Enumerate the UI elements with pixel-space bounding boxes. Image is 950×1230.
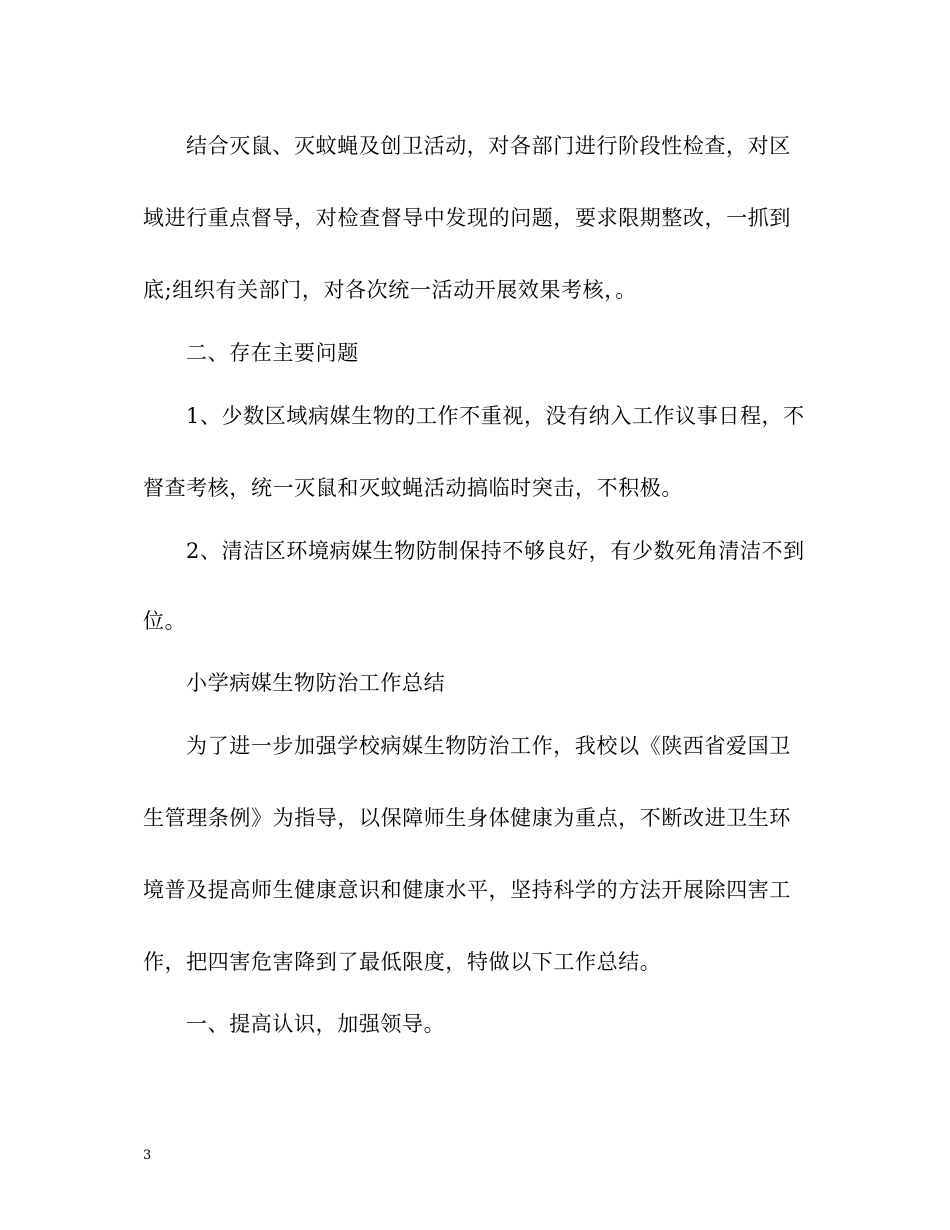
document-subtitle: 小学病媒生物防治工作总结 <box>186 671 446 695</box>
paragraph-line: 底;组织有关部门，对各次统一活动开展效果考核，。 <box>143 278 637 302</box>
paragraph-line: 结合灭鼠、灭蚊蝇及创卫活动，对各部门进行阶段性检查，对区 <box>186 134 791 158</box>
paragraph-line: 督查考核，统一灭鼠和灭蚊蝇活动搞临时突击，不积极。 <box>143 476 683 500</box>
page-number: 3 <box>143 1148 152 1163</box>
paragraph-line: 生管理条例》为指导，以保障师生身体健康为重点，不断改进卫生环 <box>143 806 791 830</box>
paragraph-line: 境普及提高师生健康意识和健康水平，坚持科学的方法开展除四害工 <box>143 878 791 902</box>
section-heading: 二、存在主要问题 <box>186 341 359 365</box>
paragraph-line: 作，把四害危害降到了最低限度，特做以下工作总结。 <box>143 950 662 974</box>
section-heading: 一、提高认识，加强领导。 <box>186 1012 446 1036</box>
paragraph-line: 1、少数区域病媒生物的工作不重视，没有纳入工作议事日程，不 <box>186 404 805 428</box>
paragraph-line: 域进行重点督导，对检查督导中发现的问题，要求限期整改，一抓到 <box>143 206 791 230</box>
paragraph-line: 为了进一步加强学校病媒生物防治工作，我校以《陕西省爱国卫 <box>186 734 791 758</box>
paragraph-line: 位。 <box>143 609 187 633</box>
paragraph-line: 2、清洁区环境病媒生物防制保持不够良好，有少数死角清洁不到 <box>186 539 805 563</box>
